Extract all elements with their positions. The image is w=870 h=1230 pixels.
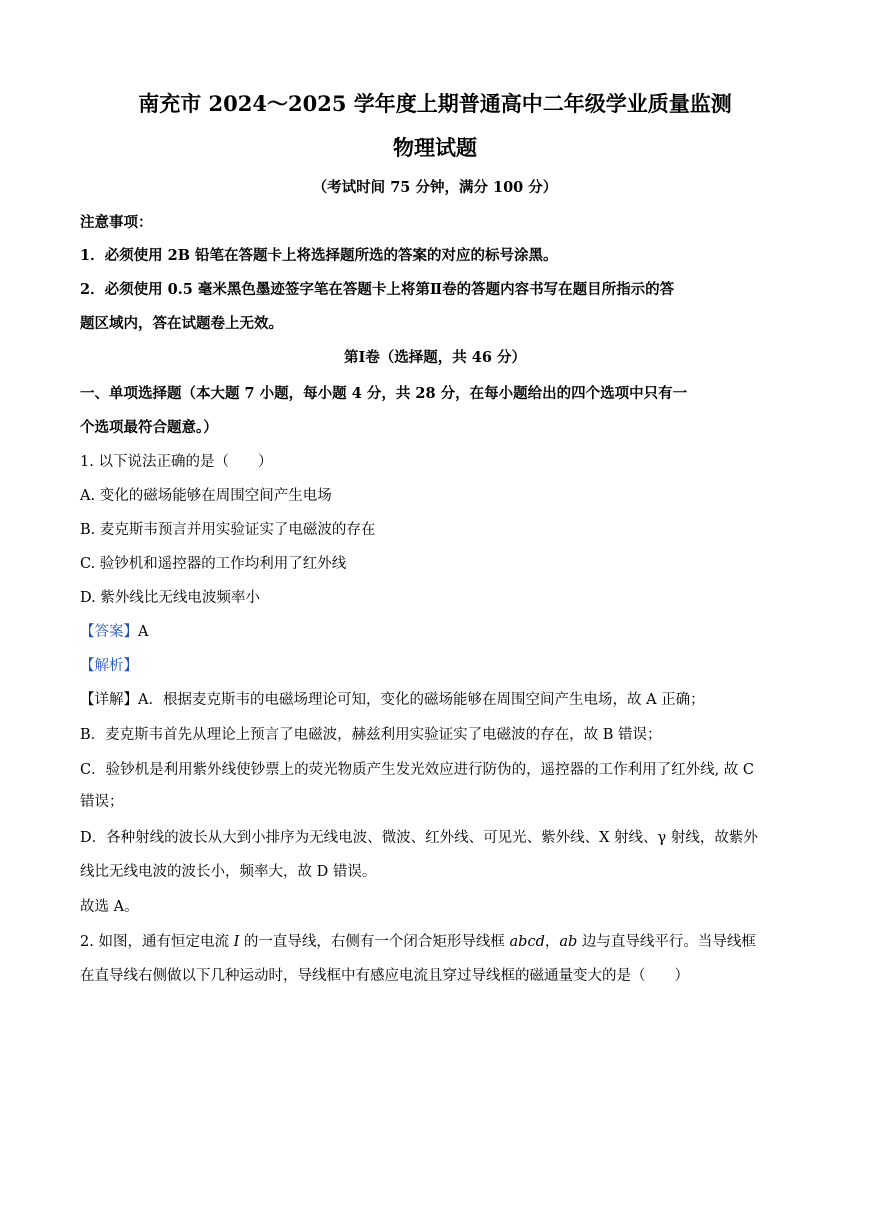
note-item-1: 1．必须使用 2B 铅笔在答题卡上将选择题所选的答案的对应的标号涂黑。 bbox=[80, 247, 558, 264]
question-2-line-1 bbox=[80, 932, 756, 952]
var-ab: ab bbox=[559, 934, 578, 950]
question-1-option-a: A. 变化的磁场能够在周围空间产生电场 bbox=[80, 488, 332, 504]
question-2-line-2: 在直导线右侧做以下几种运动时，导线框中有感应电流且穿过导线框的磁通量变大的是（ ） bbox=[80, 968, 689, 984]
answer-tag: 【答案】 bbox=[80, 624, 138, 640]
detail-d-line-1: D．各种射线的波长从大到小排序为无线电波、微波、红外线、可见光、紫外线、X 射线、γ 射线，故紫外 bbox=[80, 830, 758, 846]
detail-tag: 【详解】 bbox=[80, 692, 138, 708]
detail-c-line-2: 错误； bbox=[80, 794, 124, 810]
notes-heading: 注意事项： bbox=[80, 214, 153, 231]
answer-line bbox=[80, 622, 148, 642]
page-title: 南充市 2024～2025 学年度上期普通高中二年级学业质量监测 bbox=[138, 91, 732, 116]
part-heading-line-1: 一、单项选择题（本大题 7 小题，每小题 4 分，共 28 分，在每小题给出的四个选项中只有一 bbox=[80, 385, 688, 402]
q2-text-1: 2. 如图，通有恒定电流 bbox=[80, 934, 234, 950]
question-1-option-b: B. 麦克斯韦预言并用实验证实了电磁波的存在 bbox=[80, 522, 376, 538]
detail-a-text: A．根据麦克斯韦的电磁场理论可知，变化的磁场能够在周围空间产生电场，故 A 正确； bbox=[138, 692, 705, 708]
analysis-tag: 【解析】 bbox=[80, 658, 138, 674]
detail-b: B．麦克斯韦首先从理论上预言了电磁波，赫兹利用实验证实了电磁波的存在，故 B 错误； bbox=[80, 727, 662, 743]
note-item-2-line-1: 2．必须使用 0.5 毫米黑色墨迹签字笔在答题卡上将第Ⅱ卷的答题内容书写在题目所指示的答 bbox=[80, 281, 675, 298]
conclusion: 故选 A。 bbox=[80, 899, 139, 915]
answer-value: A bbox=[138, 624, 149, 640]
q2-text-3: ， bbox=[544, 934, 560, 950]
var-current-i: I bbox=[233, 934, 240, 950]
page-subtitle: 物理试题 bbox=[393, 135, 477, 160]
detail-d-line-2: 线比无线电波的波长小，频率大，故 D 错误。 bbox=[80, 864, 377, 880]
question-1-option-c: C. 验钞机和遥控器的工作均利用了红外线 bbox=[80, 556, 347, 572]
detail-a bbox=[80, 690, 705, 710]
var-abcd: abcd bbox=[509, 934, 545, 950]
note-item-2-line-2: 题区域内，答在试题卷上无效。 bbox=[80, 315, 283, 332]
question-1-stem: 1. 以下说法正确的是（ ） bbox=[80, 454, 273, 470]
part-heading-line-2: 个选项最符合题意。） bbox=[80, 419, 218, 436]
section-title: 第Ⅰ卷（选择题，共 46 分） bbox=[343, 349, 527, 366]
exam-info: （考试时间 75 分钟，满分 100 分） bbox=[312, 179, 558, 196]
question-1-option-d: D. 紫外线比无线电波频率小 bbox=[80, 590, 260, 606]
q2-text-4: 边与直导线平行。当导线框 bbox=[577, 934, 756, 950]
detail-c-line-1: C．验钞机是利用紫外线使钞票上的荧光物质产生发光效应进行防伪的，遥控器的工作利用了红外线, 故 C bbox=[80, 762, 755, 778]
q2-text-2: 的一直导线，右侧有一个闭合矩形导线框 bbox=[239, 934, 510, 950]
